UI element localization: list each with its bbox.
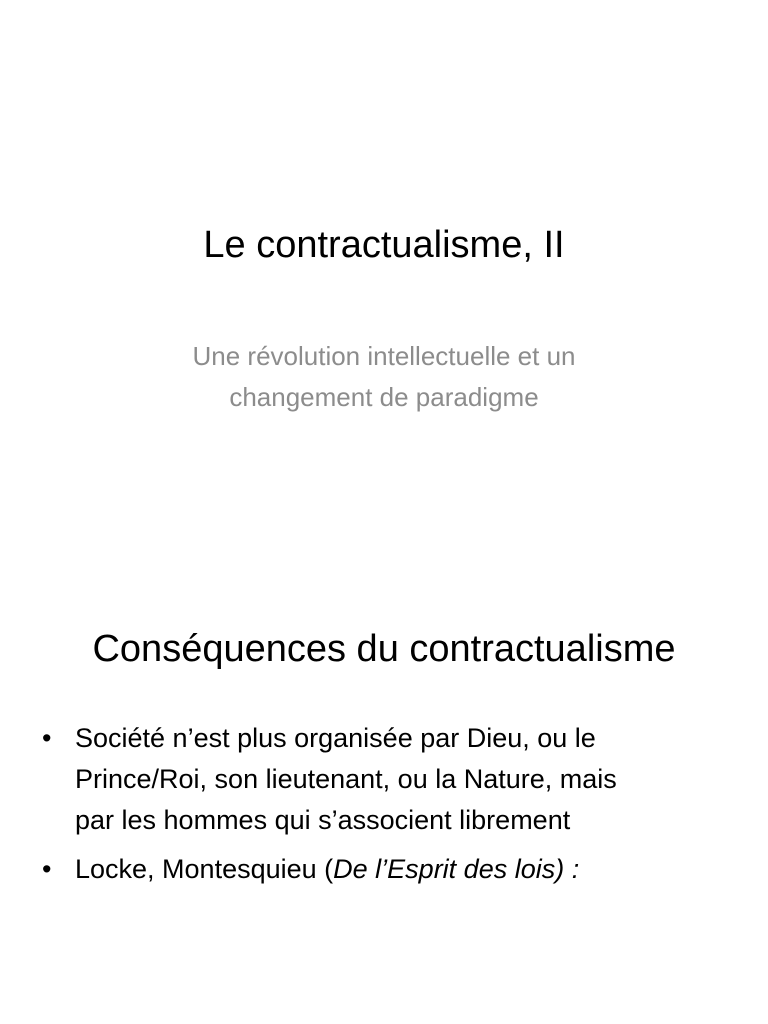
- subtitle-line: changement de paradigme: [229, 382, 539, 412]
- slide-2: [0, 512, 768, 1024]
- bullet-text-italic: De l’Esprit des lois) :: [333, 854, 580, 884]
- bullet-item: [38, 849, 738, 890]
- bullet-text-plain: Locke, Montesquieu (: [75, 854, 334, 884]
- bullet-text-line: Société n’est plus organisée par Dieu, ou le: [75, 723, 596, 753]
- slide-subtitle: [84, 336, 684, 418]
- slide-title: Le contractualisme, II: [203, 224, 565, 266]
- bullet-text-line: par les hommes qui s’associent librement: [75, 805, 571, 835]
- slide-title: Conséquences du contractualisme: [92, 628, 676, 670]
- bullet-item: [38, 718, 738, 841]
- subtitle-line: Une révolution intellectuelle et un: [192, 341, 576, 371]
- bullet-icon: •: [42, 723, 52, 753]
- bullet-text-line: Prince/Roi, son lieutenant, ou la Nature, mais: [75, 764, 617, 794]
- bullet-icon: •: [42, 854, 52, 884]
- bullet-list: [38, 718, 738, 898]
- bullet-text-line: [75, 849, 738, 890]
